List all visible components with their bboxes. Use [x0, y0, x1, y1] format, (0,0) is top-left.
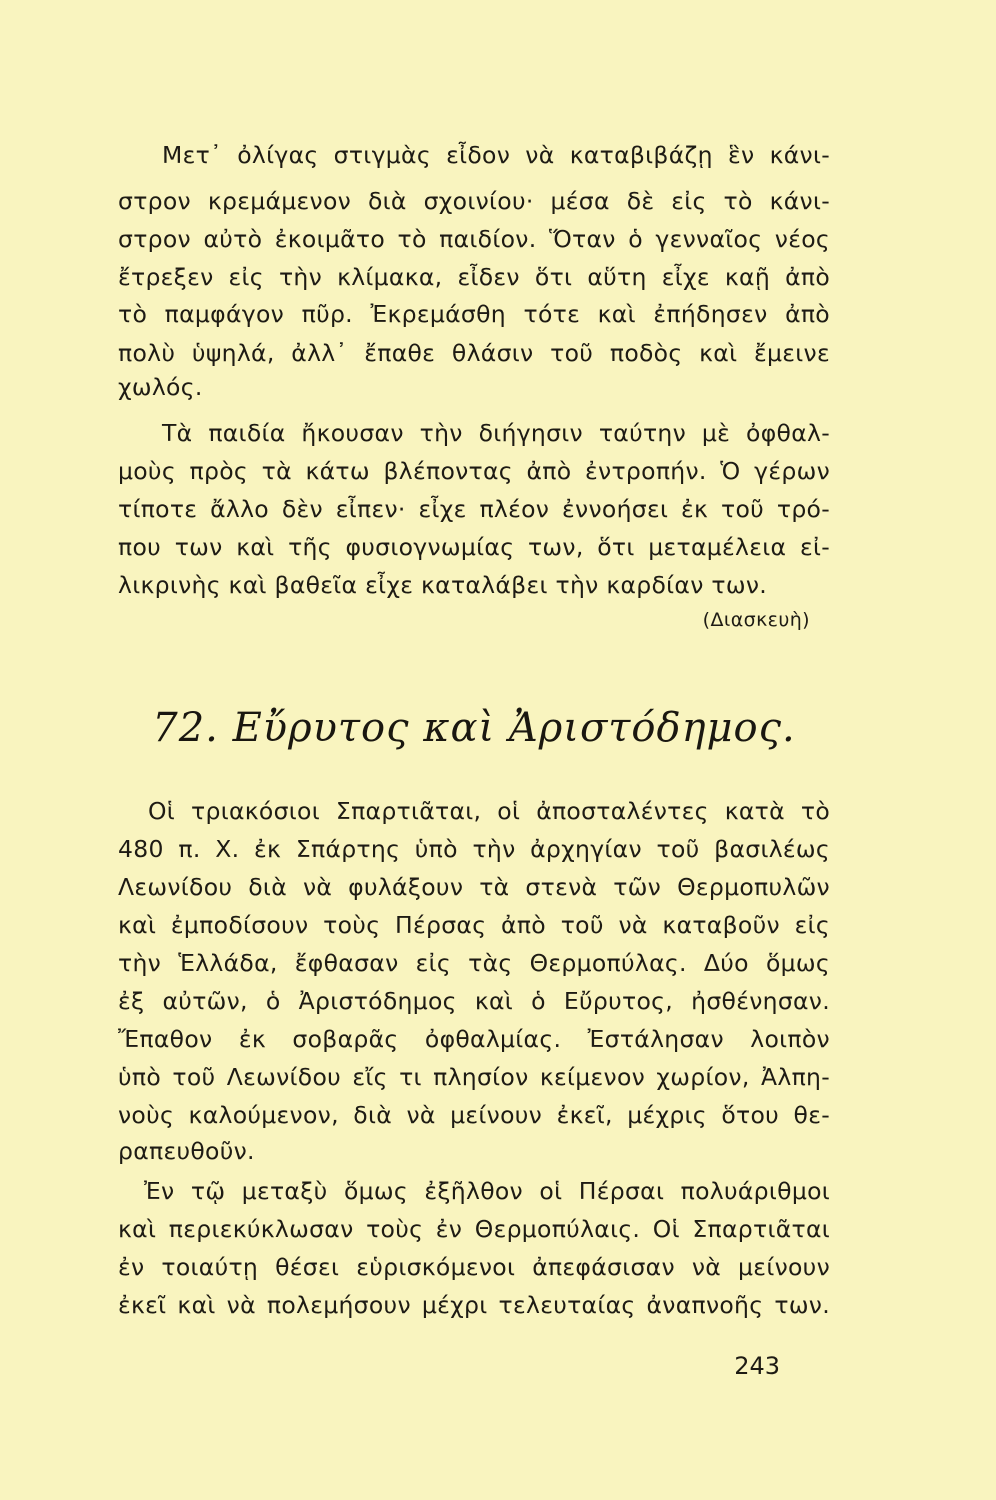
- text-line: στρον κρεμάμενον διὰ σχοινίου· μέσα δὲ εἰς τὸ κάνι-: [118, 187, 830, 215]
- attribution: (Διασκευὴ): [702, 609, 810, 631]
- text-line: νοὺς καλούμενον, διὰ νὰ μείνουν ἐκεῖ, μέχρις ὅτου θε-: [118, 1101, 830, 1129]
- text-line: στρον αὐτὸ ἐκοιμᾶτο τὸ παιδίον. Ὅταν ὁ γενναῖος νέος: [118, 225, 830, 253]
- text-line: Ἔπαθον ἐκ σοβαρᾶς ὀφθαλμίας. Ἐστάλησαν λοιπὸν: [118, 1025, 830, 1053]
- text-line: τὸ παμφάγον πῦρ. Ἐκρεμάσθη τότε καὶ ἐπήδησεν ἀπὸ: [118, 300, 830, 328]
- text-line: τὴν Ἑλλάδα, ἔφθασαν εἰς τὰς Θερμοπύλας. Δύο ὅμως: [118, 949, 830, 977]
- text-line: που των καὶ τῆς φυσιογνωμίας των, ὅτι μεταμέλεια εἰ-: [118, 533, 830, 561]
- text-line: ραπευθοῦν.: [118, 1137, 255, 1165]
- text-line: χωλός.: [118, 373, 203, 401]
- text-line: ἐν τοιαύτῃ θέσει εὑρισκόμενοι ἀπεφάσισαν νὰ μείνουν: [118, 1253, 830, 1281]
- text-line: ἔτρεξεν εἰς τὴν κλίμακα, εἶδεν ὅτι αὕτη εἶχε καῇ ἀπὸ: [118, 263, 830, 291]
- section-heading: 72. Εὔρυτος καὶ Ἀριστόδημος.: [152, 705, 796, 751]
- text-line: καὶ περιεκύκλωσαν τοὺς ἐν Θερμοπύλαις. Οἱ Σπαρτιᾶται: [118, 1215, 830, 1243]
- text-line: λικρινὴς καὶ βαθεῖα εἶχε καταλάβει τὴν καρδίαν των.: [118, 571, 768, 599]
- text-line: Οἱ τριακόσιοι Σπαρτιᾶται, οἱ ἀποσταλέντες κατὰ τὸ: [148, 797, 830, 825]
- text-line: Λεωνίδου διὰ νὰ φυλάξουν τὰ στενὰ τῶν Θερμοπυλῶν: [118, 873, 830, 901]
- text-line: ἐκεῖ καὶ νὰ πολεμήσουν μέχρι τελευταίας ἀναπνοῆς των.: [118, 1291, 830, 1319]
- text-line: Τὰ παιδία ἤκουσαν τὴν διήγησιν ταύτην μὲ ὀφθαλ-: [162, 419, 830, 447]
- text-line: Ἐν τῷ μεταξὺ ὅμως ἐξῆλθον οἱ Πέρσαι πολυάριθμοι: [144, 1177, 830, 1205]
- text-line: καὶ ἐμποδίσουν τοὺς Πέρσας ἀπὸ τοῦ νὰ καταβοῦν εἰς: [118, 911, 830, 939]
- text-line: ὑπὸ τοῦ Λεωνίδου εἴς τι πλησίον κείμενον χωρίον, Ἀλπη-: [118, 1063, 830, 1091]
- text-line: πολὺ ὑψηλά, ἀλλ᾽ ἔπαθε θλάσιν τοῦ ποδὸς καὶ ἔμεινε: [118, 339, 830, 367]
- text-line: μοὺς πρὸς τὰ κάτω βλέποντας ἀπὸ ἐντροπήν. Ὁ γέρων: [118, 457, 830, 485]
- page-number: 243: [734, 1352, 780, 1380]
- text-line: Μετ᾽ ὀλίγας στιγμὰς εἶδον νὰ καταβιβάζῃ ἓν κάνι-: [162, 141, 830, 169]
- text-line: ἐξ αὐτῶν, ὁ Ἀριστόδημος καὶ ὁ Εὔρυτος, ἠσθένησαν.: [118, 987, 830, 1015]
- text-line: τίποτε ἄλλο δὲν εἶπεν· εἶχε πλέον ἐννοήσει ἐκ τοῦ τρό-: [118, 495, 830, 523]
- text-line: 480 π. Χ. ἐκ Σπάρτης ὑπὸ τὴν ἀρχηγίαν τοῦ βασιλέως: [118, 835, 830, 863]
